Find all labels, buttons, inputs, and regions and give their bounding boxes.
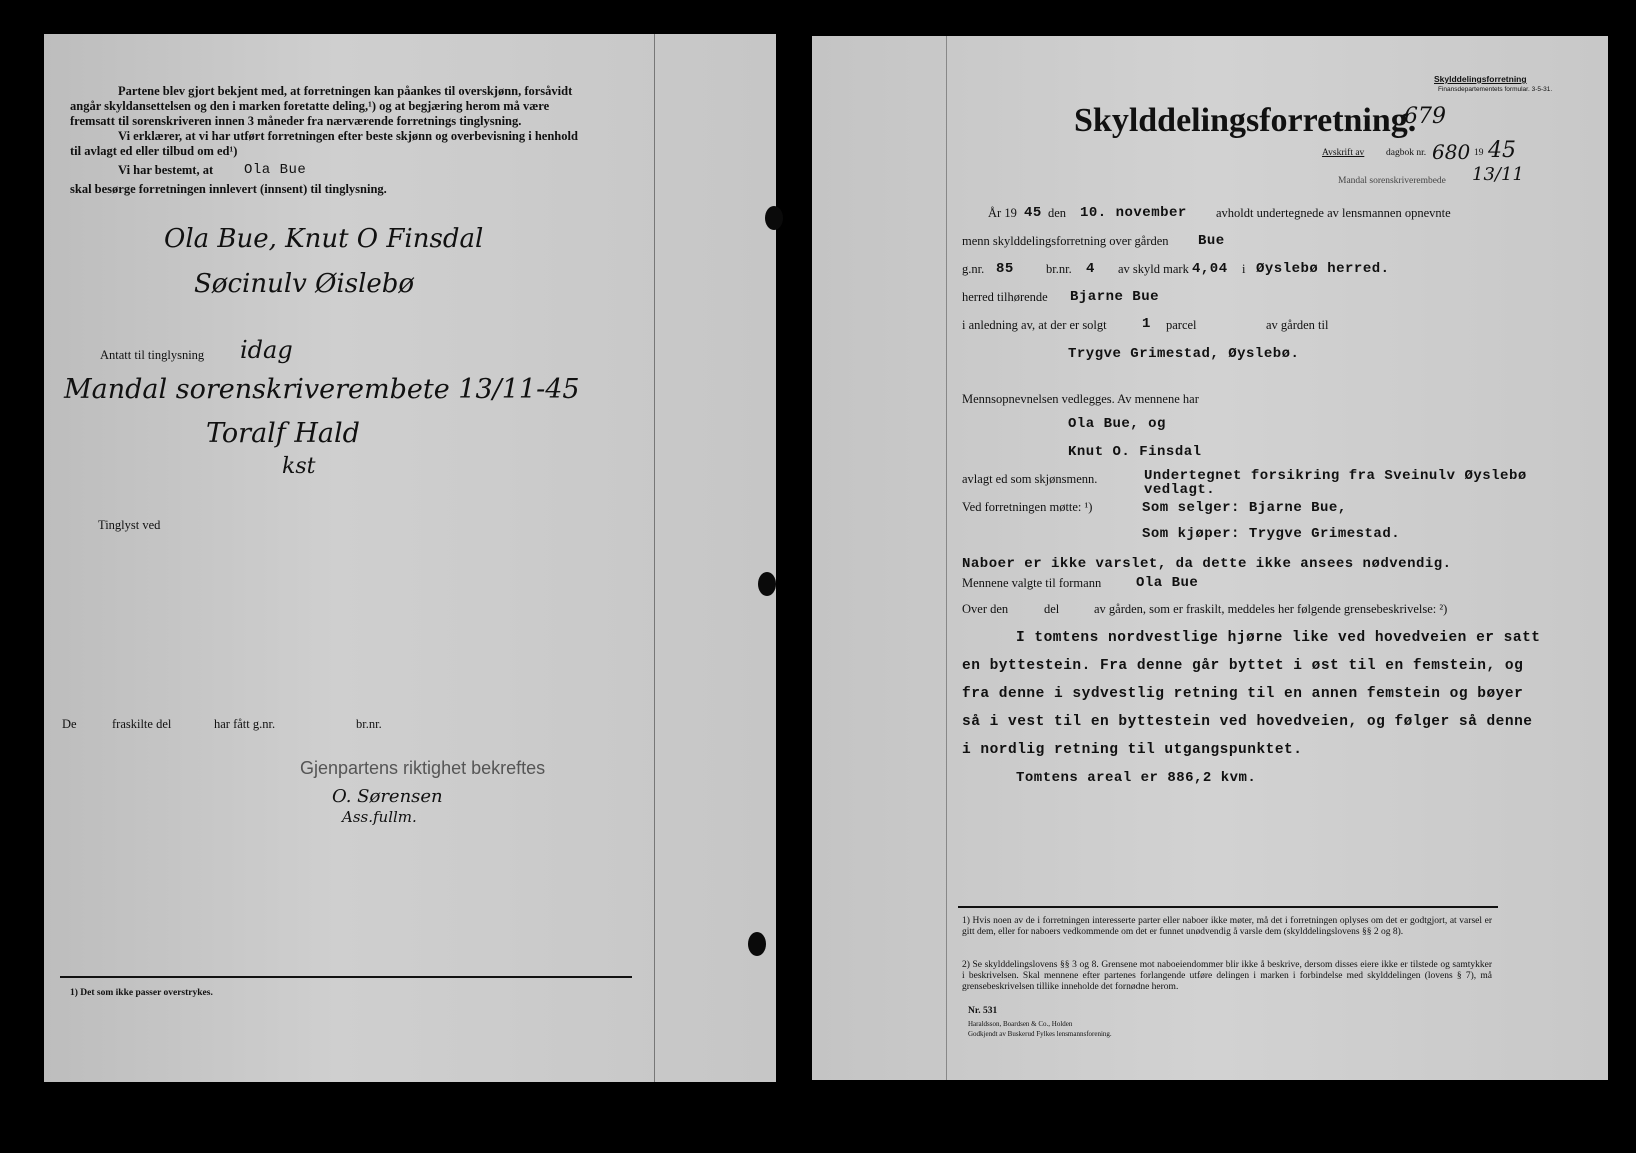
avlagt-value-1: Undertegnet forsikring fra Sveinulv Øyslebø xyxy=(1144,468,1527,484)
fraskilte-del: fraskilte del xyxy=(112,717,172,731)
printer: Haraldsson, Boardsen & Co., Holden xyxy=(968,1020,1073,1028)
form-id-title: Skylddelingsforretning xyxy=(1434,74,1527,84)
office-stamp: Mandal sorenskriverembede xyxy=(1338,176,1446,186)
document-title: Skylddelingsforretning. xyxy=(1074,102,1417,139)
antatt-label: Antatt til tinglysning xyxy=(100,348,205,362)
avlagt-value-2: vedlagt. xyxy=(1144,482,1216,498)
gnr-label: g.nr. xyxy=(962,262,985,276)
formann-label: Mennene valgte til formann xyxy=(962,576,1102,590)
kjoper: Som kjøper: Trygve Grimestad. xyxy=(1142,526,1401,542)
avskrift-label: Avskrift av xyxy=(1322,148,1365,158)
hand-number: 679 xyxy=(1404,104,1446,129)
footnote-1: 1) Hvis noen av de i forretningen interesserte parter eller naboer ikke møter, må det i forretningen oplyses om det er godtgjort, at varsel er gitt dem, eller for naboers vedkommende om det er funnet unødvendig å varsle dem (skylddelingslovens §§ 2 og 8). xyxy=(962,916,1492,937)
approval: Godkjendt av Buskerud Fylkes lensmannsforening. xyxy=(968,1030,1112,1038)
signature-line-2: Søcinulv Øislebø xyxy=(194,269,415,299)
footnote-divider xyxy=(60,976,632,978)
stamp-signature-title: Ass.fullm. xyxy=(342,808,417,826)
selger: Som selger: Bjarne Bue, xyxy=(1142,500,1347,516)
tilhorende-label: herred tilhørende xyxy=(962,290,1048,304)
fraskilte-gnr: har fått g.nr. xyxy=(214,717,276,731)
solgt-value: 1 xyxy=(1142,316,1151,332)
footnote-2: 2) Se skylddelingslovens §§ 3 og 8. Grensene mot naboeiendommer blir ikke å beskrive, dersom disses eiere ikke er tilstede og samtykker i beskrivelsen. Skal mennene efter partenes forlangende utføre delingen i marken i forbindelse med skylddelingen (lovens § 7), må grensebeskrivelsen tillike inneholde det fornødne herom. xyxy=(962,960,1492,992)
skyld-value: 4,04 xyxy=(1192,261,1228,277)
mennsop-label: Mennsopnevnelsen vedlegges. Av mennene har xyxy=(962,392,1199,406)
intro-line: angår skyldansettelsen og den i marken foretatte deling,¹) og at begjæring herom må være xyxy=(70,99,550,113)
hand-name: Toralf Hald xyxy=(206,418,360,449)
gnr-value: 85 xyxy=(996,261,1014,277)
man-2: Knut O. Finsdal xyxy=(1068,444,1202,460)
naboer-note: Naboer er ikke varslet, da dette ikke ansees nødvendig. xyxy=(962,556,1452,572)
i-label: i xyxy=(1242,262,1246,276)
del-label: del xyxy=(1044,602,1060,616)
gard-til-label: av gården til xyxy=(1266,318,1329,332)
year-prefix: 19 xyxy=(1474,148,1484,158)
footnote-divider xyxy=(958,906,1498,908)
binding-hole xyxy=(765,206,783,230)
antatt-hand: idag xyxy=(240,336,293,364)
intro-line: Partene blev gjort bekjent med, at forretningen kan påankes til overskjønn, forsåvidt xyxy=(118,84,573,98)
man-1: Ola Bue, og xyxy=(1068,416,1166,432)
gaarden-label: av gården, som er fraskilt, meddeles her følgende grensebeskrivelse: ²) xyxy=(1094,602,1448,616)
form-id-sub: Finansdepartementets formular. 3-5-31. xyxy=(1438,86,1553,93)
brnr-label: br.nr. xyxy=(1046,262,1072,276)
desc-line: i nordlig retning til utgangspunktet. xyxy=(962,742,1303,758)
dagbok-label: dagbok nr. xyxy=(1386,148,1427,158)
binding-hole xyxy=(748,932,766,956)
ar-value: 45 xyxy=(1024,205,1042,221)
bestemt-value: Ola Bue xyxy=(244,162,307,178)
intro-paragraph xyxy=(70,84,682,159)
brnr-value: 4 xyxy=(1086,261,1095,277)
gard-value: Bue xyxy=(1198,233,1225,249)
hand-title: kst xyxy=(282,454,316,479)
bestemt-rest: skal besørge forretningen innlevert (innsent) til tinglysning. xyxy=(70,182,387,196)
skyld-label: av skyld mark xyxy=(1118,262,1189,276)
ar-label: År 19 xyxy=(988,206,1017,220)
buyer-value: Trygve Grimestad, Øyslebø. xyxy=(1068,346,1300,362)
over-label: Over den xyxy=(962,602,1009,616)
avlagt-label: avlagt ed som skjønsmenn. xyxy=(962,472,1098,486)
desc-line: fra denne i sydvestlig retning til en annen femstein og bøyer xyxy=(962,686,1524,702)
formann-value: Ola Bue xyxy=(1136,575,1199,591)
herred-value: Øyslebø herred. xyxy=(1256,261,1390,277)
margin-line xyxy=(654,34,655,1082)
form-number: Nr. 531 xyxy=(968,1006,998,1016)
intro-line: fremsatt til sorenskriveren innen 3 måneder fra nærværende forretnings tinglysning. xyxy=(70,114,522,128)
binding-hole xyxy=(758,572,776,596)
fraskilte-de: De xyxy=(62,717,77,731)
dagbok-value: 680 xyxy=(1432,140,1471,164)
den-label: den xyxy=(1048,206,1067,220)
stamp-signature: O. Sørensen xyxy=(332,786,443,807)
areal: Tomtens areal er 886,2 kvm. xyxy=(1016,770,1257,786)
owner-value: Bjarne Bue xyxy=(1070,289,1160,305)
footnote: 1) Det som ikke passer overstrykes. xyxy=(70,988,213,998)
menn-label: menn skylddelingsforretning over gården xyxy=(962,234,1169,248)
fraskilte-brnr: br.nr. xyxy=(356,717,382,731)
anledning-label: i anledning av, at der er solgt xyxy=(962,318,1107,332)
avholdt-text: avholdt undertegnede av lensmannen opnevnte xyxy=(1216,206,1451,220)
desc-line: I tomtens nordvestlige hjørne like ved hovedveien er satt xyxy=(1016,630,1541,646)
signature-line-1: Ola Bue, Knut O Finsdal xyxy=(164,224,484,254)
left-page xyxy=(44,34,776,1082)
certification-stamp: Gjenpartens riktighet bekreftes xyxy=(300,758,546,778)
right-page xyxy=(812,36,1608,1080)
year-hand: 45 xyxy=(1488,138,1516,163)
intro-line: Vi erklærer, at vi har utført forretningen efter beste skjønn og overbevisning i henhold xyxy=(118,129,578,143)
desc-line: en byttestein. Fra denne går byttet i øst til en femstein, og xyxy=(962,658,1524,674)
date-hand: 13/11 xyxy=(1472,164,1524,185)
bestemt-label: Vi har bestemt, at xyxy=(118,163,214,177)
desc-line: så i vest til en byttestein ved hovedveien, og følger så denne xyxy=(962,714,1533,730)
parcel-label: parcel xyxy=(1166,318,1197,332)
motte-label: Ved forretningen møtte: ¹) xyxy=(962,500,1093,514)
date-value: 10. november xyxy=(1080,205,1187,221)
hand-office: Mandal sorenskriverembete 13/11-45 xyxy=(64,374,580,405)
intro-line: til avlagt ed eller tilbud om ed¹) xyxy=(70,144,238,158)
margin-line xyxy=(946,36,947,1080)
tinglyst-label: Tinglyst ved xyxy=(98,518,161,532)
